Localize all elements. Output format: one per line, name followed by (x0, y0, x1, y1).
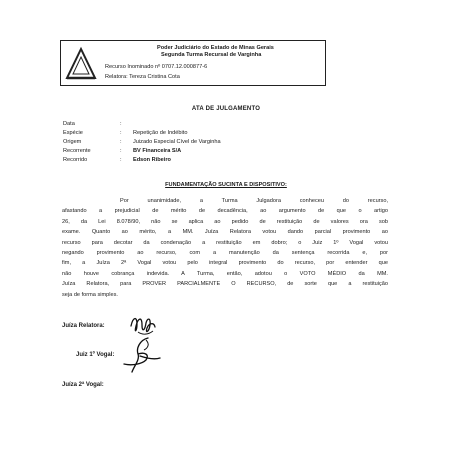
paragraph-line: fim, a Juíza 2ª Vogal votou pelo integral provimento do recurso, por entender que (62, 260, 388, 267)
meta-label-recorrido: Recorrido (63, 157, 88, 163)
section-heading: FUNDAMENTAÇÃO SUCINTA E DISPOSITIVO: (165, 182, 287, 188)
court-logo-icon (65, 46, 97, 82)
process-number: Recurso Inominado nº 0707.12.000877-6 (105, 64, 208, 70)
document-title: ATA DE JULGAMENTO (191, 106, 261, 112)
meta-colon: : (120, 139, 122, 145)
paragraph-line: seja de forma simples. (62, 291, 118, 298)
paragraph-line: não houve cobrança indevida. A Turma, então, adotou o VOTO MÉDIO da MM. (62, 270, 388, 277)
signature-label-relatora: Juíza Relatora: (62, 323, 105, 329)
paragraph-line: negando provimento ao recurso, com a manutenção da sentença recorrida e, por (62, 249, 388, 256)
paragraph-line: recurso para decotar da condenação a restituição em dobro; o Juiz 1º Vogal votou (62, 239, 388, 246)
meta-colon: : (120, 130, 122, 136)
meta-value-recorrido: Edson Ribeiro (133, 157, 171, 163)
meta-label-recorrente: Recorrente (63, 148, 91, 154)
paragraph-line: exame. Quanto ao mérito, a MM. Juíza Relatora votou dando parcial provimento ao (62, 229, 388, 236)
meta-label-origem: Origem (63, 139, 82, 145)
letterhead-box (60, 40, 326, 86)
paragraph-line: 26, da Lei 8.078/90, não se aplica ao pedido de restituição de valores ora sob (62, 218, 388, 225)
paragraph-line: Juíza Relatora, para PROVER PARCIALMENTE O RECURSO, de sorte que a restituição (62, 281, 388, 288)
meta-label-data: Data (63, 121, 75, 127)
turma-name: Segunda Turma Recursal de Varginha (161, 52, 262, 58)
signature-label-vogal1: Juiz 1º Vogal: (76, 352, 115, 358)
meta-colon: : (120, 148, 122, 154)
paragraph-line: Por unanimidade, a Turma Julgadora conheceu do recurso, (120, 198, 388, 204)
meta-label-especie: Espécie (63, 130, 83, 136)
rapporteur: Relatora: Tereza Cristina Cota (105, 74, 180, 80)
decision-paragraph (62, 196, 388, 300)
paragraph-line: afastando a prejudicial de mérito de decadência, ao argumento de que o artigo (62, 208, 388, 215)
meta-value-especie: Repetição de Indébito (133, 130, 188, 136)
signature-vogal1-icon (120, 334, 162, 378)
signature-label-vogal2: Juíza 2ª Vogal: (62, 382, 104, 388)
meta-value-recorrente: BV Financeira S/A (133, 148, 182, 154)
meta-colon: : (120, 121, 122, 127)
meta-value-origem: Juizado Especial Cível de Varginha (133, 139, 221, 145)
court-name: Poder Judiciário do Estado de Minas Gerais (157, 45, 274, 51)
meta-colon: : (120, 157, 122, 163)
